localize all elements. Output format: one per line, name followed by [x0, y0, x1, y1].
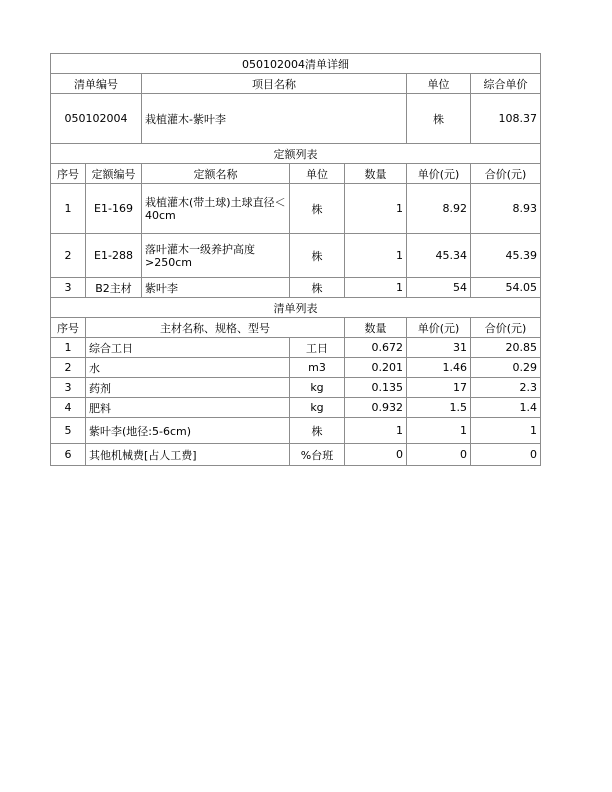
quota-total: 45.39 — [471, 234, 541, 278]
quota-unit: 株 — [290, 184, 345, 234]
list-price: 17 — [407, 378, 471, 398]
list-row — [51, 398, 541, 418]
quota-price: 54 — [407, 278, 471, 298]
list-row — [51, 338, 541, 358]
quota-header-row — [51, 164, 541, 184]
list-seq: 1 — [51, 338, 86, 358]
quota-seq: 1 — [51, 184, 86, 234]
list-unit: kg — [290, 378, 345, 398]
list-qty: 0.135 — [345, 378, 407, 398]
list-unit: kg — [290, 398, 345, 418]
header-item-code: 清单编号 — [51, 74, 142, 94]
quota-row — [51, 278, 541, 298]
list-seq: 6 — [51, 444, 86, 466]
quota-header-seq: 序号 — [51, 164, 86, 184]
quota-name: 紫叶李 — [142, 278, 290, 298]
quota-header-qty: 数量 — [345, 164, 407, 184]
list-total: 0.29 — [471, 358, 541, 378]
list-price: 1.46 — [407, 358, 471, 378]
list-section-row — [51, 298, 541, 318]
quota-qty: 1 — [345, 234, 407, 278]
item-code: 050102004 — [51, 94, 142, 144]
list-total: 1 — [471, 418, 541, 444]
list-price: 31 — [407, 338, 471, 358]
quota-price: 8.92 — [407, 184, 471, 234]
list-unit: m3 — [290, 358, 345, 378]
quota-header-total: 合价(元) — [471, 164, 541, 184]
list-qty: 0.672 — [345, 338, 407, 358]
list-seq: 4 — [51, 398, 86, 418]
quota-row — [51, 234, 541, 278]
list-header-total: 合价(元) — [471, 318, 541, 338]
quota-seq: 3 — [51, 278, 86, 298]
list-row — [51, 378, 541, 398]
list-row — [51, 418, 541, 444]
list-name: 综合工日 — [86, 338, 290, 358]
list-header-seq: 序号 — [51, 318, 86, 338]
quota-header-price: 单价(元) — [407, 164, 471, 184]
header-item-price: 综合单价 — [471, 74, 541, 94]
quota-code: B2主材 — [86, 278, 142, 298]
quota-section-row — [51, 144, 541, 164]
list-name: 其他机械费[占人工费] — [86, 444, 290, 466]
quota-header-name: 定额名称 — [142, 164, 290, 184]
list-unit: 株 — [290, 418, 345, 444]
list-header-row — [51, 318, 541, 338]
detail-sheet — [50, 53, 541, 466]
quota-section-title: 定额列表 — [51, 144, 541, 164]
detail-table — [50, 53, 541, 466]
list-name: 紫叶李(地径:5-6cm) — [86, 418, 290, 444]
quota-header-unit: 单位 — [290, 164, 345, 184]
quota-name: 栽植灌木(带土球)土球直径＜40cm — [142, 184, 290, 234]
item-header-row — [51, 74, 541, 94]
list-row — [51, 358, 541, 378]
list-unit: %台班 — [290, 444, 345, 466]
header-item-name: 项目名称 — [142, 74, 407, 94]
list-price: 1 — [407, 418, 471, 444]
list-section-title: 清单列表 — [51, 298, 541, 318]
list-name: 水 — [86, 358, 290, 378]
list-name: 肥料 — [86, 398, 290, 418]
quota-code: E1-169 — [86, 184, 142, 234]
list-seq: 5 — [51, 418, 86, 444]
list-price: 0 — [407, 444, 471, 466]
list-row — [51, 444, 541, 466]
list-header-qty: 数量 — [345, 318, 407, 338]
item-unit: 株 — [407, 94, 471, 144]
list-total: 1.4 — [471, 398, 541, 418]
list-header-price: 单价(元) — [407, 318, 471, 338]
quota-name: 落叶灌木一级养护高度>250cm — [142, 234, 290, 278]
item-name: 栽植灌木-紫叶李 — [142, 94, 407, 144]
list-name: 药剂 — [86, 378, 290, 398]
quota-total: 54.05 — [471, 278, 541, 298]
list-seq: 2 — [51, 358, 86, 378]
quota-unit: 株 — [290, 278, 345, 298]
quota-qty: 1 — [345, 278, 407, 298]
list-seq: 3 — [51, 378, 86, 398]
quota-header-code: 定额编号 — [86, 164, 142, 184]
list-total: 0 — [471, 444, 541, 466]
list-header-name: 主材名称、规格、型号 — [86, 318, 345, 338]
list-qty: 0 — [345, 444, 407, 466]
quota-qty: 1 — [345, 184, 407, 234]
quota-total: 8.93 — [471, 184, 541, 234]
title-row — [51, 54, 541, 74]
item-row — [51, 94, 541, 144]
item-price: 108.37 — [471, 94, 541, 144]
list-unit: 工日 — [290, 338, 345, 358]
header-item-unit: 单位 — [407, 74, 471, 94]
list-total: 2.3 — [471, 378, 541, 398]
list-qty: 1 — [345, 418, 407, 444]
quota-seq: 2 — [51, 234, 86, 278]
list-total: 20.85 — [471, 338, 541, 358]
sheet-title: 050102004清单详细 — [51, 54, 541, 74]
quota-row — [51, 184, 541, 234]
quota-code: E1-288 — [86, 234, 142, 278]
quota-price: 45.34 — [407, 234, 471, 278]
list-qty: 0.201 — [345, 358, 407, 378]
quota-unit: 株 — [290, 234, 345, 278]
list-price: 1.5 — [407, 398, 471, 418]
list-qty: 0.932 — [345, 398, 407, 418]
